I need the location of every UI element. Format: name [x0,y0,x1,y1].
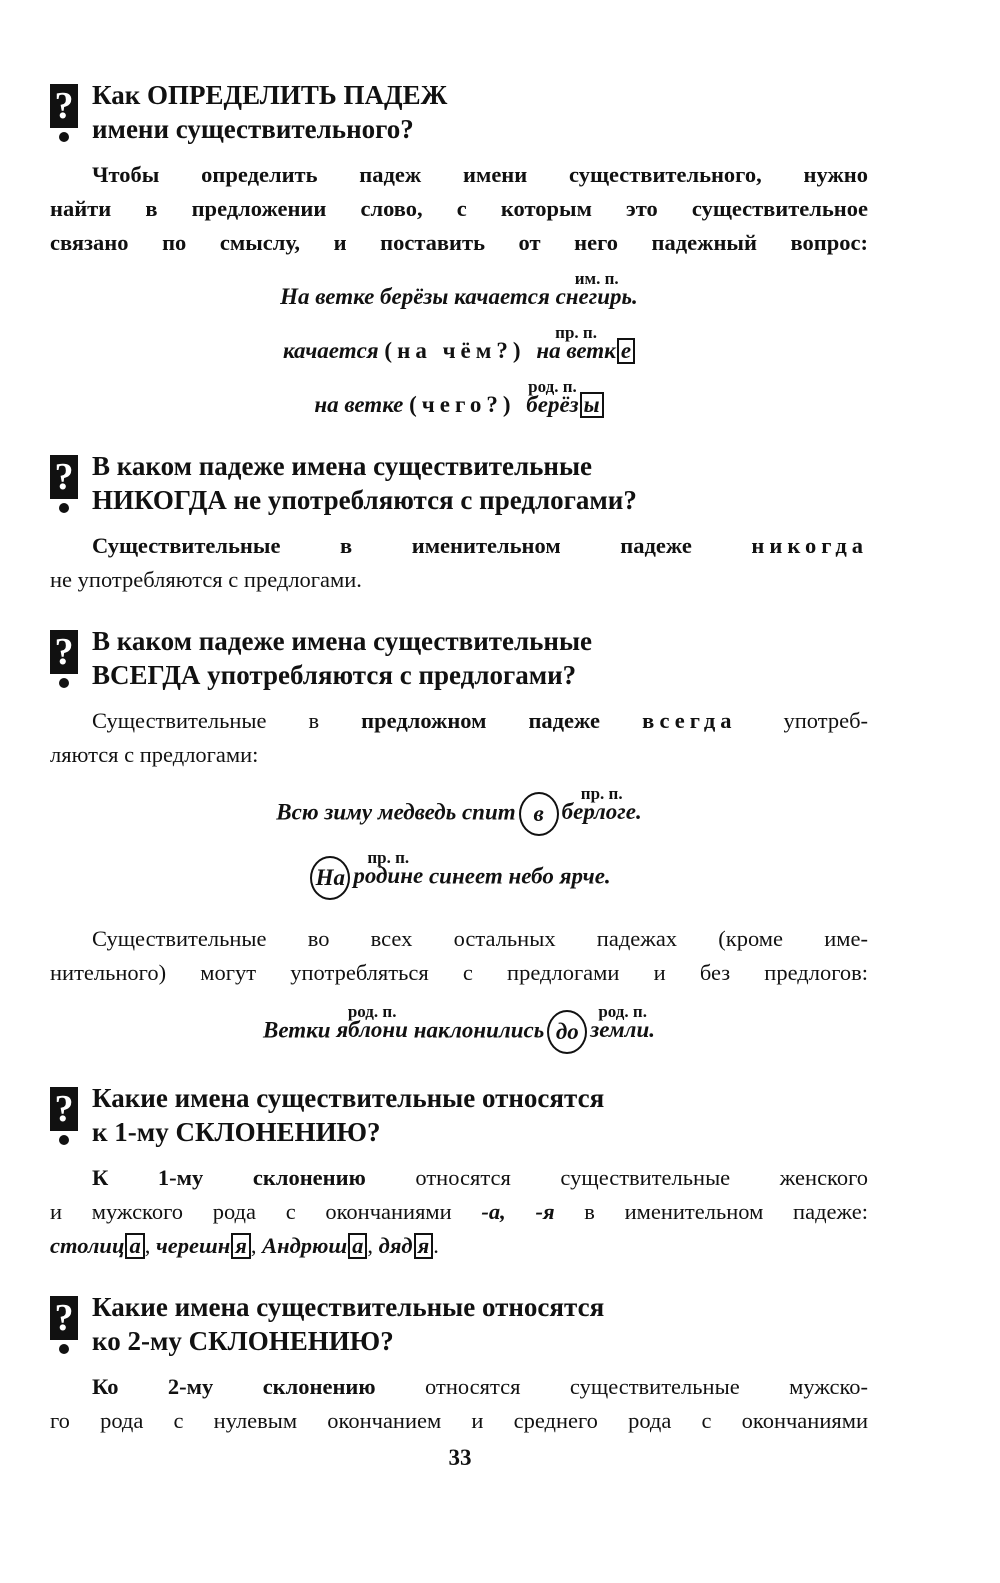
annotated-word-text: снегирь. [555,284,638,309]
text-segment: Ко 2-му склонению [92,1374,426,1399]
text-segment: никогда [751,533,868,558]
paragraph-line [50,1370,868,1404]
question-section [50,1290,868,1438]
text-segment: На ветке берёзы качается [280,284,556,309]
heading-line: НИКОГДА не употребляются с предлогами? [92,485,637,515]
section-heading [92,78,868,146]
text-segment: Всю зиму медведь спит [276,799,516,825]
question-mark-icon [50,1296,78,1354]
heading-line: имени существительного? [92,114,414,144]
text-segment: в именительном падеже: [584,1199,868,1224]
section-heading [92,624,868,692]
text-segment: связано по смыслу, и поставить от него падежный вопрос: [50,230,868,255]
paragraph-line [50,1229,868,1263]
question-mark-box: ? [50,1087,78,1131]
page-number: 33 [448,1445,472,1470]
text-segment: не употребляются с предлогами. [50,567,362,592]
annotated-word-text: родине [353,863,424,889]
example-sentence [50,990,868,1054]
text-segment: предложном падеже [361,708,643,733]
page-content [50,78,868,1465]
paragraph-line [50,158,868,192]
ending-box: ы [580,392,604,418]
question-mark-box: ? [50,455,78,499]
case-annotation: род. п. [347,1002,397,1022]
question-mark-icon [50,1087,78,1145]
text-segment: наклонились [407,1017,545,1043]
text-segment: синеет небо ярче. [423,863,611,889]
text-segment: , [250,1233,263,1258]
text-segment: дяд [378,1233,413,1258]
text-segment: , [144,1233,156,1258]
question-mark-box: ? [50,84,78,128]
paragraph [50,1370,868,1438]
question-mark-dot [59,1135,69,1145]
case-annotation: пр. п. [555,323,597,342]
example-sentence [50,260,868,314]
case-annotation: пр. п. [367,848,410,868]
heading-line: В каком падеже имена существительные [92,626,593,656]
text-segment: всегда [642,708,784,733]
question-section [50,1081,868,1263]
text-segment: Ветки [262,1017,337,1043]
heading-line: В каком падеже имена существительные [92,451,593,481]
paragraph [50,529,868,597]
text-segment: Чтобы определить падеж имени существительного, нужно [92,162,868,187]
text-segment: относятся существительные мужско- [425,1374,868,1399]
question-mark-box: ? [50,630,78,674]
annotated-word [590,1002,655,1047]
annotated-word-text: берлоге. [561,799,642,825]
annotated-word-text: на ветк [536,338,616,363]
text-segment: . [433,1233,439,1258]
annotated-word-text: яблони [336,1017,408,1043]
paragraph-line [50,1195,868,1229]
text-segment: столиц [50,1233,125,1258]
question-mark-dot [59,132,69,142]
text-segment: на ветке [314,392,410,417]
text-segment: го рода с нулевым окончанием и среднего рода с окончаниями [50,1408,868,1433]
paragraph-line [50,226,868,260]
case-annotation: им. п. [574,269,619,288]
question-section [50,78,868,422]
text-segment: Существительные в [92,708,362,733]
ending-box: а [125,1233,144,1259]
paragraph-line [50,922,868,956]
annotated-word [353,848,424,893]
example-sentence [50,314,868,368]
ending-box: а [348,1233,367,1259]
question-section [50,449,868,597]
heading-line: Как ОПРЕДЕЛИТЬ ПАДЕЖ [92,80,448,110]
text-segment: -а, -я [481,1199,585,1224]
paragraph [50,704,868,772]
heading-line: ВСЕГДА употребляются с предлогами? [92,660,577,690]
case-annotation: род. п. [598,1002,647,1022]
text-segment: и мужского рода с окончаниями [50,1199,482,1224]
ending-box: я [414,1233,434,1259]
text-segment: употреб- [783,708,869,733]
ending-box: е [617,338,635,364]
heading-line: Какие имена существительные относятся [92,1292,605,1322]
paragraph-line [50,1161,868,1195]
preposition-circle: до [547,1010,587,1054]
paragraph-line [50,738,868,772]
text-segment: качается [282,338,385,363]
question-mark-icon [50,455,78,513]
question-mark-box: ? [50,1296,78,1340]
paragraph [50,158,868,260]
annotated-word [336,1002,408,1047]
paragraph [50,1161,868,1263]
section-body [50,529,868,597]
text-segment: (чего?) [409,392,527,417]
paragraph-line [50,192,868,226]
question-mark-icon [50,84,78,142]
question-mark-dot [59,678,69,688]
paragraph-line [50,704,868,738]
annotated-word [536,323,616,368]
question-mark-dot [59,503,69,513]
section-heading [92,1081,868,1149]
question-section [50,624,868,1054]
heading-line: Какие имена существительные относятся [92,1083,605,1113]
section-body [50,1161,868,1263]
annotated-word-text: берёз [526,392,579,417]
text-segment: относятся существительные женского [415,1165,869,1190]
section-body [50,704,868,1054]
paragraph-line [50,529,868,563]
question-mark-dot [59,1344,69,1354]
example-sentence [50,368,868,422]
section-body [50,158,868,422]
ending-box: я [231,1233,251,1259]
annotated-word [526,377,579,422]
section-heading [92,449,868,517]
text-segment: Андрюш [262,1233,348,1258]
paragraph-line [50,563,868,597]
text-segment: ляются с предлогами: [50,742,259,767]
example-sentence [50,772,868,836]
example-sentence [50,836,868,900]
annotated-word [555,269,638,314]
text-segment: К 1-му склонению [92,1165,416,1190]
paragraph-line [50,1404,868,1438]
paragraph-line [50,956,868,990]
preposition-circle: На [310,856,350,900]
paragraph [50,922,868,990]
annotated-word [561,784,642,829]
text-segment: Существительные во всех остальных падежах (кроме име- [92,926,868,951]
section-body [50,1370,868,1438]
question-mark-icon [50,630,78,688]
case-annotation: род. п. [528,377,577,396]
preposition-circle: в [519,792,559,836]
case-annotation: пр. п. [580,784,623,804]
text-segment: Существительные в именительном падеже [92,533,752,558]
annotated-word-text: земли. [590,1017,655,1043]
heading-line: ко 2-му СКЛОНЕНИЮ? [92,1326,394,1356]
text-segment: найти в предложении слово, с которым это существительное [50,196,868,221]
text-segment: черешн [155,1233,231,1258]
text-segment: , [367,1233,379,1258]
section-heading [92,1290,868,1358]
text-segment: (на чём?) [384,338,537,363]
text-segment: нительного) могут употребляться с предлогами и без предлогов: [50,960,868,985]
heading-line: к 1-му СКЛОНЕНИЮ? [92,1117,381,1147]
